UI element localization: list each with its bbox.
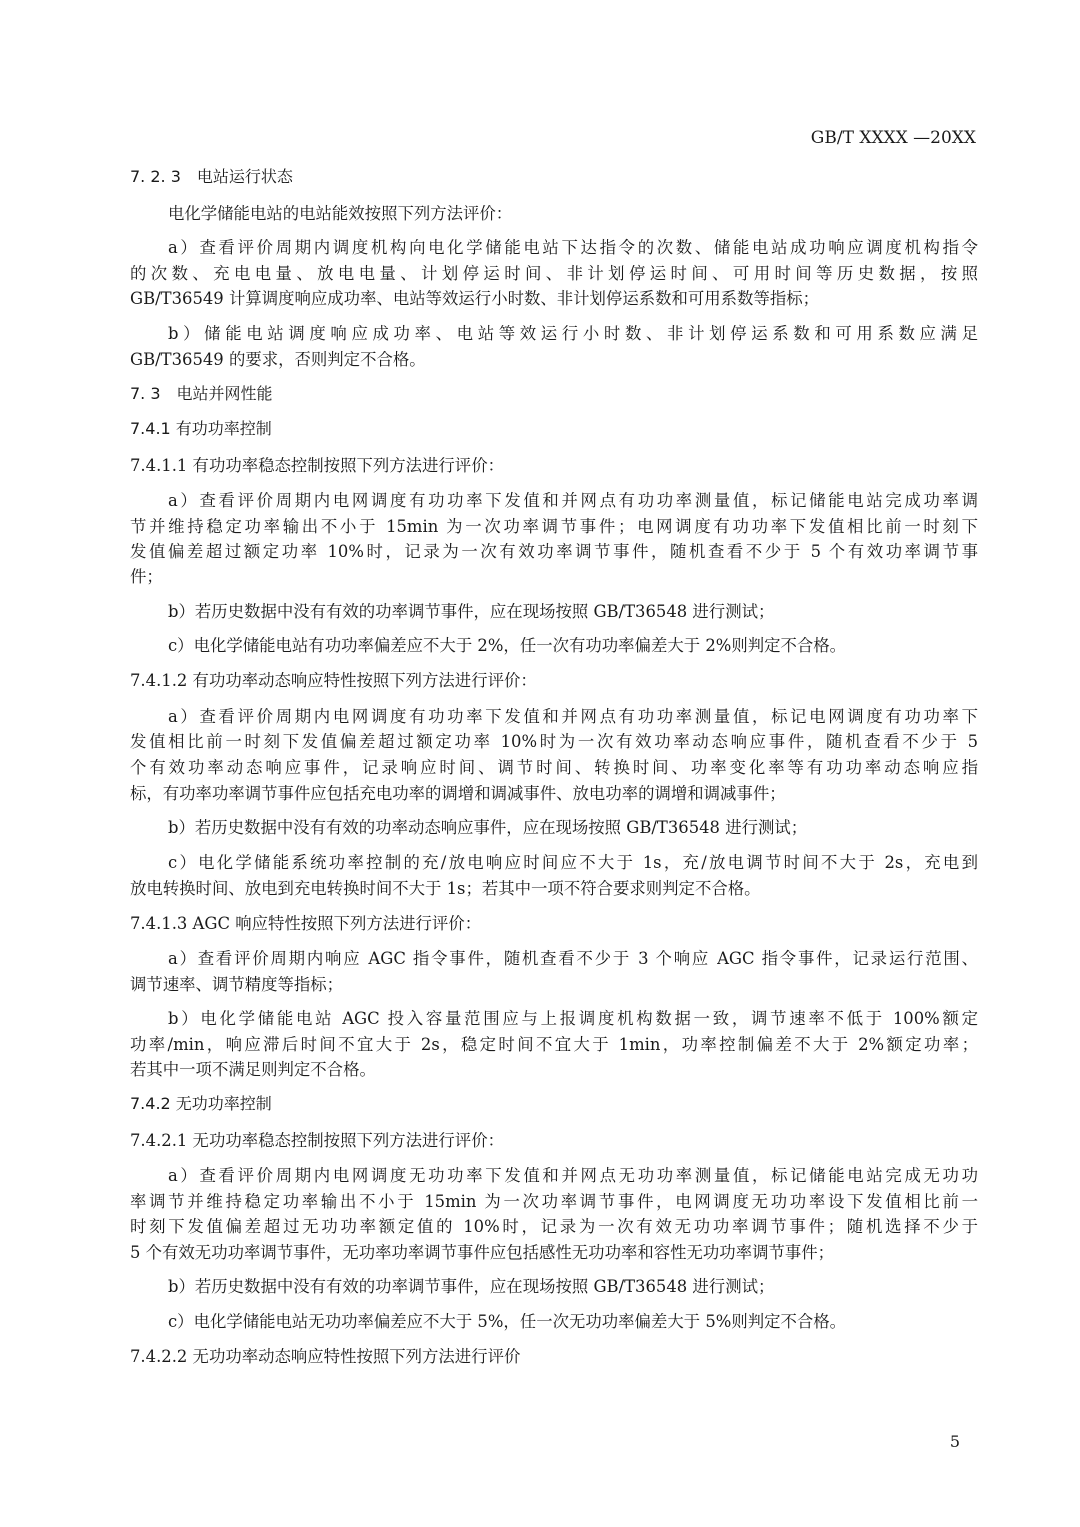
- paragraph-line: 时刻下发值偏差超过无功功率额定值的 10%时，记录为一次有效无功功率调节事件；随机选择不少于: [130, 1217, 978, 1236]
- paragraph-line: a）查看评价周期内电网调度无功功率下发值和并网点无功功率测量值，标记储能电站完成无功功: [168, 1166, 978, 1185]
- paragraph-line: GB/T36549 计算调度响应成功率、电站等效运行小时数、非计划停运系数和可用系数等指标；: [130, 289, 820, 308]
- paragraph-line: GB/T36549 的要求，否则判定不合格。: [130, 350, 426, 369]
- subsection-heading: 7.4.2.1 无功功率稳态控制按照下列方法进行评价：: [130, 1131, 504, 1150]
- paragraph-line: b）若历史数据中没有有效的功率调节事件，应在现场按照 GB/T36548 进行测试；: [168, 1277, 775, 1296]
- paragraph-line: 调节速率、调节精度等指标；: [130, 975, 344, 994]
- paragraph-line: c）电化学储能系统功率控制的充/放电响应时间应不大于 1s，充/放电调节时间不大于 2s，充电到: [168, 853, 978, 872]
- paragraph-line: 件；: [130, 567, 163, 586]
- paragraph-line: 功率/min，响应滞后时间不宜大于 2s，稳定时间不宜大于 1min，功率控制偏差不大于 2%额定功率；: [130, 1035, 978, 1054]
- paragraph-line: 发值偏差超过额定功率 10%时，记录为一次有效功率调节事件，随机查看不少于 5 个有效功率调节事: [130, 542, 978, 561]
- paragraph-line: b）储能电站调度响应成功率、电站等效运行小时数、非计划停运系数和可用系数应满足: [168, 324, 978, 343]
- paragraph-line: a）查看评价周期内响应 AGC 指令事件，随机查看不少于 3 个响应 AGC 指令事件，记录运行范围、: [168, 949, 978, 968]
- section-heading: 7. 3 电站并网性能: [130, 384, 273, 403]
- paragraph-line: 若其中一项不满足则判定不合格。: [130, 1060, 376, 1079]
- paragraph-line: 标，有功率功率调节事件应包括充电功率的调增和调减事件、放电功率的调增和调减事件；: [130, 784, 786, 803]
- paragraph-line: 的次数、充电电量、放电电量、计划停运时间、非计划停运时间、可用时间等历史数据，按照: [130, 264, 978, 283]
- paragraph-line: 发值相比前一时刻下发值偏差超过额定功率 10%时为一次有效功率动态响应事件，随机查看不少于 5: [130, 732, 978, 751]
- paragraph-line: 节并维持稳定功率输出不小于 15min 为一次功率调节事件；电网调度有功功率下发值相比前一时刻下: [130, 517, 978, 536]
- paragraph-line: a）查看评价周期内电网调度有功功率下发值和并网点有功功率测量值，标记储能电站完成功率调: [168, 491, 978, 510]
- subsection-heading: 7.4.2.2 无功功率动态响应特性按照下列方法进行评价: [130, 1347, 521, 1366]
- section-heading: 7.4.1 有功功率控制: [130, 419, 272, 438]
- paragraph-line: c）电化学储能电站无功功率偏差应不大于 5%，任一次无功功率偏差大于 5%则判定不合格。: [168, 1312, 847, 1331]
- paragraph-line: 电化学储能电站的电站能效按照下列方法评价：: [168, 204, 513, 223]
- paragraph-line: b）电化学储能电站 AGC 投入容量范围应与上报调度机构数据一致，调节速率不低于 100%额定: [168, 1009, 978, 1028]
- subsection-heading: 7.4.1.3 AGC 响应特性按照下列方法进行评价：: [130, 914, 482, 933]
- paragraph-line: 率调节并维持稳定功率输出不小于 15min 为一次功率调节事件，电网调度无功功率设下发值相比前一: [130, 1192, 978, 1211]
- subsection-heading: 7.4.1.1 有功功率稳态控制按照下列方法进行评价：: [130, 456, 504, 475]
- paragraph-line: 5 个有效无功功率调节事件，无功率功率调节事件应包括感性无功功率和容性无功功率调节事件；: [130, 1243, 835, 1262]
- paragraph-line: b）若历史数据中没有有效的功率调节事件，应在现场按照 GB/T36548 进行测试；: [168, 602, 775, 621]
- page-number: 5: [949, 1432, 960, 1451]
- paragraph-line: 个有效功率动态响应事件，记录响应时间、调节时间、转换时间、功率变化率等有功功率动态响应指: [130, 758, 978, 777]
- subsection-heading: 7.4.1.2 有功功率动态响应特性按照下列方法进行评价：: [130, 671, 537, 690]
- section-heading: 7.4.2 无功功率控制: [130, 1094, 272, 1113]
- paragraph-line: a）查看评价周期内调度机构向电化学储能电站下达指令的次数、储能电站成功响应调度机构指令: [168, 238, 978, 257]
- paragraph-line: b）若历史数据中没有有效的功率动态响应事件，应在现场按照 GB/T36548 进行测试；: [168, 818, 808, 837]
- document-header: GB/T XXXX —20XX: [810, 128, 976, 148]
- paragraph-line: a）查看评价周期内电网调度有功功率下发值和并网点有功功率测量值，标记电网调度有功功率下: [168, 707, 978, 726]
- paragraph-line: c）电化学储能电站有功功率偏差应不大于 2%，任一次有功功率偏差大于 2%则判定不合格。: [168, 636, 847, 655]
- section-heading: 7. 2. 3 电站运行状态: [130, 167, 293, 186]
- paragraph-line: 放电转换时间、放电到充电转换时间不大于 1s；若其中一项不符合要求则判定不合格。: [130, 879, 761, 898]
